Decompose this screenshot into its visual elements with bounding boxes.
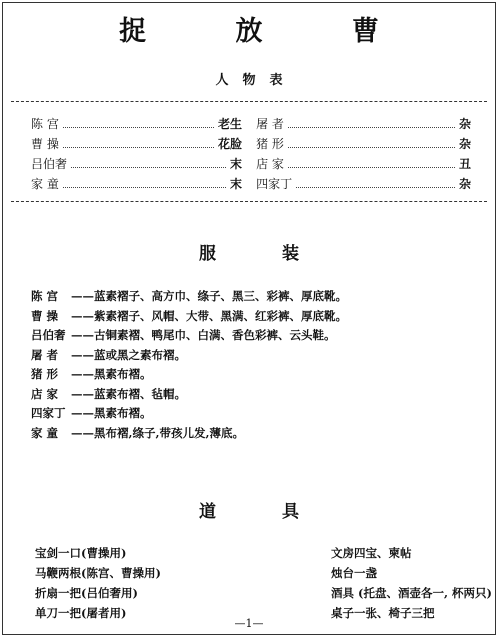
costume-description: ——黑素布褶。 (71, 367, 152, 381)
character-name: 四家丁 (31, 406, 66, 420)
costume-description: ——古铜素褶、鸭尾巾、白满、香色彩裤、云头鞋。 (71, 328, 336, 342)
character-name: 猪 形 (31, 367, 59, 381)
costume-description: ——蓝素布褶、毡帽。 (71, 386, 186, 401)
costume-description: ——黑布褶,绦子,带孩儿发,薄底。 (71, 425, 245, 440)
cast-row (31, 173, 471, 193)
character-name: 吕伯奢 (31, 328, 66, 342)
costume-item (31, 424, 481, 444)
costume-item (31, 385, 481, 405)
role-type: 老生 (218, 116, 243, 131)
costume-item (31, 404, 481, 424)
page-title: 捉 放 曹 (119, 16, 419, 47)
leader-dots (63, 139, 214, 148)
leader-dots (71, 159, 226, 168)
character-name: 店 家 (31, 386, 59, 401)
page-number: —1— (234, 617, 264, 630)
costume-item (31, 307, 481, 327)
dashed-divider-top (11, 101, 487, 102)
character-name: 陈 宫 (31, 289, 59, 303)
script-page (2, 2, 496, 635)
cast-row (31, 153, 471, 173)
costume-description: ——蓝素褶子、高方巾、绦子、黑三、彩裤、厚底靴。 (71, 289, 347, 303)
cast-entry (256, 155, 471, 172)
character-name: 店 家 (256, 156, 284, 171)
cast-entry (31, 175, 242, 192)
prop-item: 宝剑一口(曹操用) (35, 546, 127, 560)
cast-entry (256, 175, 471, 192)
character-name: 家 童 (31, 176, 59, 191)
costume-item (31, 287, 481, 307)
prop-item: 文房四宝、柬帖 (331, 546, 412, 560)
costume-heading: 服 装 (199, 244, 329, 264)
role-type: 杂 (458, 116, 471, 131)
prop-item: 酒具 (托盘、酒壶各一, 杯两只)桌子一张、椅子三把 (331, 586, 492, 620)
prop-item: 马鞭两根(陈宫、曹操用) (35, 566, 161, 580)
cast-table (31, 113, 471, 193)
costume-item (31, 346, 481, 366)
character-name: 家 童 (31, 425, 59, 440)
cast-heading: 人物表 (215, 73, 297, 88)
costume-list (31, 287, 481, 443)
cast-entry (31, 135, 242, 152)
character-name: 屠 者 (256, 116, 284, 131)
role-type: 末 (230, 156, 243, 171)
role-type: 末 (230, 176, 243, 191)
character-name: 陈 宫 (31, 116, 59, 131)
prop-item: 折扇一把(吕伯奢用) (35, 586, 138, 600)
prop-item: 单刀一把(屠者用) (35, 606, 127, 620)
cast-entry (256, 115, 471, 132)
leader-dots (63, 179, 226, 188)
cast-entry (31, 155, 242, 172)
props-heading: 道 具 (199, 502, 329, 522)
role-type: 杂 (458, 136, 471, 151)
leader-dots (288, 139, 455, 148)
character-name: 四家丁 (256, 176, 293, 191)
costume-description: ——黑素布褶。 (71, 406, 152, 420)
leader-dots (288, 159, 455, 168)
props-list-left (35, 543, 235, 623)
costume-description: ——蓝或黑之素布褶。 (71, 347, 186, 362)
costume-description: ——紫素褶子、风帽、大带、黑满、红彩裤、厚底靴。 (71, 308, 347, 323)
cast-row (31, 113, 471, 133)
props-list-right (331, 543, 496, 620)
character-name: 曹 操 (31, 308, 59, 323)
role-type: 丑 (458, 156, 471, 171)
costume-item (31, 365, 481, 385)
character-name: 吕伯奢 (31, 156, 68, 171)
cast-entry (31, 115, 242, 132)
prop-item: 烛台一盏 (331, 566, 377, 580)
leader-dots (288, 119, 455, 128)
costume-item (31, 326, 481, 346)
character-name: 曹 操 (31, 136, 59, 151)
dashed-divider-bottom (11, 201, 487, 202)
cast-entry (256, 135, 471, 152)
character-name: 猪 形 (256, 136, 284, 151)
cast-row (31, 133, 471, 153)
leader-dots (296, 179, 455, 188)
role-type: 花脸 (218, 136, 243, 151)
role-type: 杂 (458, 176, 471, 191)
character-name: 屠 者 (31, 347, 59, 362)
leader-dots (63, 119, 214, 128)
